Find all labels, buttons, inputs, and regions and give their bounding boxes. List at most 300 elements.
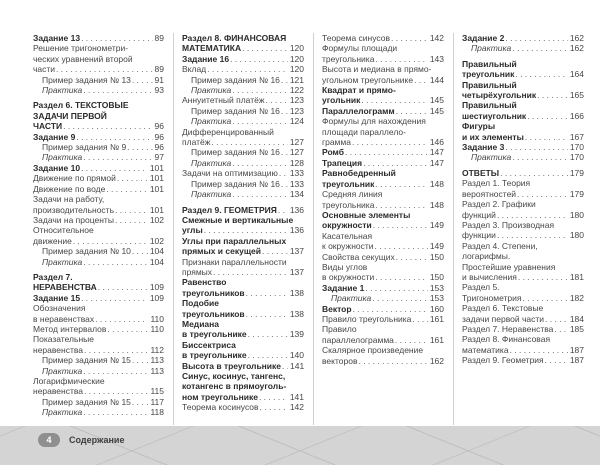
entry-page-number: 110 bbox=[150, 313, 164, 324]
dot-leader bbox=[278, 205, 288, 215]
toc-entry bbox=[33, 100, 164, 131]
entry-title: Параллелограмм bbox=[322, 105, 395, 116]
entry-page-number: 120 bbox=[289, 64, 304, 75]
entry-page-number: 153 bbox=[429, 293, 444, 304]
toc-entry bbox=[322, 304, 444, 314]
entry-title: Аннуитетный платёж bbox=[182, 95, 265, 106]
entry-page-number: 101 bbox=[149, 173, 164, 184]
entry-page-number: 137 bbox=[289, 246, 304, 257]
toc-entry bbox=[182, 236, 304, 257]
entry-title-line: Признаки параллельности bbox=[182, 256, 287, 267]
dot-leader bbox=[375, 54, 427, 64]
entry-title: Практика bbox=[42, 407, 83, 418]
entry-title-line: ЗАДАЧИ ПЕРВОЙ bbox=[33, 110, 107, 121]
toc-entry bbox=[322, 252, 444, 262]
entry-title-line: Медиана bbox=[182, 318, 220, 329]
entry-page-number: 181 bbox=[569, 271, 584, 282]
dot-leader bbox=[76, 132, 152, 142]
entry-title-line: Решение тригонометри- bbox=[33, 43, 129, 54]
entry-title: Пример задания № 10 bbox=[42, 246, 131, 257]
entry-page-number: 138 bbox=[289, 308, 304, 319]
entry-page-number: 148 bbox=[429, 178, 444, 189]
dot-leader bbox=[281, 147, 288, 157]
toc-entry bbox=[182, 361, 304, 371]
page-number-badge: 4 bbox=[38, 433, 60, 447]
entry-title-line: Раздел 6. ТЕКСТОВЫЕ bbox=[33, 100, 129, 111]
entry-page-number: 109 bbox=[149, 282, 164, 293]
entry-page-number: 166 bbox=[569, 110, 584, 121]
entry-title: треугольника bbox=[322, 53, 375, 64]
entry-title: Пример задания № 16 bbox=[191, 147, 280, 158]
dot-leader bbox=[84, 386, 148, 396]
toc-entry bbox=[322, 189, 444, 210]
entry-title: Задание 2 bbox=[462, 33, 505, 43]
entry-page-number: 89 bbox=[154, 33, 164, 43]
entry-page-number: 161 bbox=[429, 334, 444, 345]
entry-title: Теорема синусов bbox=[322, 33, 390, 43]
entry-title-line: Основные элементы bbox=[322, 209, 411, 220]
entry-title: четырёхугольник bbox=[462, 90, 537, 101]
dot-leader bbox=[232, 189, 288, 199]
toc-entry bbox=[322, 85, 444, 106]
toc-entry bbox=[33, 152, 164, 162]
dot-leader bbox=[259, 392, 288, 402]
entry-page-number: 142 bbox=[289, 402, 304, 413]
entry-page-number: 141 bbox=[290, 360, 305, 371]
footer-section-label: Содержание bbox=[69, 435, 125, 445]
entry-title: векторов bbox=[322, 355, 358, 366]
dot-leader bbox=[414, 75, 428, 85]
dot-leader bbox=[211, 137, 287, 147]
toc-entry bbox=[33, 324, 164, 334]
dot-leader bbox=[537, 90, 568, 100]
entry-title: вероятностей bbox=[462, 188, 517, 199]
entry-title: ЧАСТИ bbox=[33, 121, 63, 132]
dot-leader bbox=[98, 282, 148, 292]
entry-title: углы bbox=[182, 225, 203, 236]
entry-title: треугольник bbox=[322, 178, 375, 189]
entry-title: Практика bbox=[42, 256, 83, 267]
entry-page-number: 120 bbox=[289, 43, 304, 54]
entry-title: движение bbox=[33, 235, 72, 246]
entry-title: Пример задания № 16 bbox=[191, 178, 280, 189]
toc-entry bbox=[182, 54, 304, 64]
entry-title: прямых и секущей bbox=[182, 246, 261, 257]
entry-title: грамма bbox=[322, 137, 351, 148]
dot-leader bbox=[81, 163, 148, 173]
dot-leader bbox=[95, 314, 148, 324]
dot-leader bbox=[84, 345, 148, 355]
toc-entry bbox=[182, 168, 304, 178]
entry-title-line: Скалярное произведение bbox=[322, 345, 424, 356]
entry-page-number: 102 bbox=[149, 214, 164, 225]
dot-leader bbox=[115, 215, 148, 225]
entry-title: угольном треугольнике bbox=[322, 74, 414, 85]
dot-leader bbox=[248, 329, 288, 339]
entry-title: Ромб bbox=[322, 147, 344, 158]
entry-page-number: 139 bbox=[289, 329, 304, 340]
entry-title: Высота в треугольнике bbox=[182, 360, 282, 371]
toc-entry bbox=[182, 75, 304, 85]
dot-leader bbox=[525, 132, 568, 142]
dot-leader bbox=[545, 355, 568, 365]
toc-entry bbox=[182, 179, 304, 189]
toc-entry bbox=[322, 262, 444, 283]
toc-entry bbox=[322, 314, 444, 324]
entry-title: неравенства bbox=[33, 344, 84, 355]
dot-leader bbox=[500, 168, 568, 178]
entry-page-number: 179 bbox=[569, 188, 584, 199]
entry-title: к окружности bbox=[322, 241, 374, 252]
dot-leader bbox=[505, 142, 567, 152]
dot-leader bbox=[497, 210, 568, 220]
dot-leader bbox=[262, 246, 288, 256]
dot-leader bbox=[375, 179, 427, 189]
dot-leader bbox=[127, 142, 152, 152]
toc-entry bbox=[33, 257, 164, 267]
entry-title-line: Относительное bbox=[33, 225, 94, 236]
entry-title: Практика bbox=[191, 116, 232, 127]
toc-entry bbox=[322, 33, 444, 43]
entry-title: Задание 15 bbox=[33, 292, 81, 303]
entry-title: задачи первой части bbox=[462, 313, 545, 324]
dot-leader bbox=[523, 293, 568, 303]
dot-leader bbox=[83, 366, 148, 376]
entry-page-number: 104 bbox=[149, 256, 164, 267]
entry-title: треугольника bbox=[322, 199, 375, 210]
entry-title: Трапеция bbox=[322, 157, 363, 168]
entry-page-number: 89 bbox=[154, 64, 164, 75]
toc-entry bbox=[462, 100, 584, 121]
dot-leader bbox=[505, 33, 567, 43]
entry-title-line: Фигуры bbox=[462, 121, 496, 132]
dot-leader bbox=[518, 272, 568, 282]
entry-title: Практика bbox=[42, 365, 83, 376]
entry-page-number: 123 bbox=[289, 105, 304, 116]
toc-entry bbox=[182, 85, 304, 95]
entry-page-number: 162 bbox=[569, 43, 584, 54]
entry-title: Раздел 9. Геометрия bbox=[462, 355, 544, 366]
entry-title-line: Раздел 6. Текстовые bbox=[462, 303, 544, 314]
entry-page-number: 96 bbox=[154, 131, 164, 142]
toc-entry bbox=[33, 225, 164, 246]
toc-entry bbox=[322, 231, 444, 252]
dot-leader bbox=[248, 350, 288, 360]
toc-entry bbox=[182, 402, 304, 412]
entry-page-number: 170 bbox=[569, 142, 584, 153]
entry-page-number: 136 bbox=[289, 204, 304, 215]
dot-leader bbox=[497, 230, 568, 240]
dot-leader bbox=[81, 33, 152, 43]
dot-leader bbox=[260, 402, 288, 412]
entry-page-number: 138 bbox=[289, 287, 304, 298]
entry-page-number: 123 bbox=[289, 95, 304, 106]
entry-title-line: Виды углов bbox=[322, 261, 368, 272]
toc-entry bbox=[182, 106, 304, 116]
toc-entry bbox=[462, 142, 584, 152]
dot-leader bbox=[396, 106, 428, 116]
toc-entry bbox=[33, 184, 164, 194]
entry-title: Практика bbox=[331, 293, 372, 304]
toc-column-3 bbox=[313, 33, 453, 425]
entry-title: ном треугольнике bbox=[182, 391, 258, 402]
entry-title: Пример задания № 13 bbox=[42, 74, 131, 85]
entry-page-number: 133 bbox=[289, 178, 304, 189]
entry-title: окружности bbox=[322, 220, 372, 231]
footer-bar bbox=[0, 426, 600, 465]
toc-entry bbox=[33, 366, 164, 376]
entry-page-number: 101 bbox=[149, 204, 164, 215]
entry-title: Пример задания № 15 bbox=[42, 355, 131, 366]
toc-entry bbox=[182, 340, 304, 361]
dot-leader bbox=[281, 106, 288, 116]
entry-page-number: 161 bbox=[429, 313, 444, 324]
toc-entry bbox=[462, 282, 584, 303]
entry-title: Пример задания № 16 bbox=[191, 105, 280, 116]
toc-entry bbox=[322, 64, 444, 85]
entry-title-line: Дифференцированный bbox=[182, 126, 274, 137]
entry-page-number: 167 bbox=[569, 131, 584, 142]
entry-title-line: Правильный bbox=[462, 79, 517, 90]
entry-title-line: Задачи на работу, bbox=[33, 194, 105, 205]
entry-title: Пример задания № 15 bbox=[42, 396, 131, 407]
toc-entry bbox=[182, 298, 304, 319]
entry-title: Задачи на проценты bbox=[33, 214, 114, 225]
entry-title: Практика bbox=[42, 85, 83, 96]
toc-entry bbox=[182, 257, 304, 278]
entry-title-line: Раздел 3. Производная bbox=[462, 219, 555, 230]
entry-title: треугольник bbox=[462, 69, 515, 80]
entry-title: МАТЕМАТИКА bbox=[182, 43, 242, 54]
entry-title: Задание 10 bbox=[33, 162, 81, 173]
toc-entry bbox=[182, 205, 304, 215]
entry-page-number: 164 bbox=[569, 69, 584, 80]
entry-page-number: 180 bbox=[569, 209, 584, 220]
toc-entry bbox=[182, 189, 304, 199]
entry-title: Правило треугольника bbox=[322, 313, 412, 324]
dot-leader bbox=[73, 236, 148, 246]
entry-title: в окружности bbox=[322, 272, 375, 283]
dot-leader bbox=[83, 85, 152, 95]
toc-entry bbox=[33, 33, 164, 43]
toc-entry bbox=[33, 355, 164, 365]
entry-title: Движение по прямой bbox=[33, 173, 116, 184]
toc-entry bbox=[462, 59, 584, 80]
toc-entry bbox=[33, 142, 164, 152]
dot-leader bbox=[395, 335, 428, 345]
toc-entry bbox=[182, 371, 304, 402]
dot-leader bbox=[63, 121, 152, 131]
entry-title: функции bbox=[462, 230, 496, 241]
dot-leader bbox=[246, 288, 288, 298]
entry-page-number: 146 bbox=[429, 137, 444, 148]
dot-leader bbox=[545, 314, 568, 324]
toc-entry bbox=[33, 246, 164, 256]
dot-leader bbox=[242, 43, 288, 53]
toc-entry bbox=[33, 132, 164, 142]
dot-leader bbox=[554, 324, 567, 334]
entry-page-number: 150 bbox=[429, 272, 444, 283]
entry-page-number: 145 bbox=[429, 105, 444, 116]
entry-title-line: Формулы площади bbox=[322, 43, 398, 54]
dot-leader bbox=[515, 69, 567, 79]
entry-title: Пример задания № 16 bbox=[191, 74, 280, 85]
entry-title: Тригонометрия bbox=[462, 292, 522, 303]
entry-title-line: Равнобедренный bbox=[322, 168, 396, 179]
dot-leader bbox=[352, 137, 428, 147]
entry-page-number: 145 bbox=[429, 95, 444, 106]
entry-page-number: 187 bbox=[569, 355, 584, 366]
entry-title: Задание 16 bbox=[182, 53, 230, 64]
entry-title-line: Синус, косинус, тангенс, bbox=[182, 371, 286, 381]
toc-entry bbox=[182, 277, 304, 298]
entry-title-line: Раздел 4. Степени, bbox=[462, 240, 538, 251]
entry-page-number: 141 bbox=[289, 391, 304, 402]
entry-page-number: 162 bbox=[429, 355, 444, 366]
entry-title: неравенства bbox=[33, 386, 84, 397]
toc-entry bbox=[322, 168, 444, 189]
dot-leader bbox=[512, 152, 568, 162]
entry-title: производительность bbox=[33, 204, 114, 215]
dot-leader bbox=[132, 75, 153, 85]
dot-leader bbox=[232, 158, 288, 168]
entry-page-number: 97 bbox=[154, 152, 164, 163]
dot-leader bbox=[246, 309, 288, 319]
entry-page-number: 113 bbox=[150, 355, 164, 366]
entry-title: Практика bbox=[191, 189, 232, 200]
entry-title-line: ческих уравнений второй bbox=[33, 53, 133, 64]
toc-entry bbox=[182, 319, 304, 340]
entry-title: Теорема косинусов bbox=[182, 402, 259, 413]
entry-title-line: Раздел 7. bbox=[33, 271, 73, 282]
entry-title-line: Смежные и вертикальные bbox=[182, 214, 294, 225]
entry-page-number: 121 bbox=[289, 74, 304, 85]
toc-entry bbox=[462, 43, 584, 53]
entry-page-number: 134 bbox=[289, 189, 304, 200]
entry-page-number: 109 bbox=[149, 292, 164, 303]
dot-leader bbox=[353, 304, 428, 314]
dot-leader bbox=[527, 111, 568, 121]
entry-title-line: Равенство bbox=[182, 277, 227, 288]
toc-entry bbox=[33, 75, 164, 85]
entry-title: Практика bbox=[471, 152, 512, 163]
entry-title: прямых bbox=[182, 266, 213, 277]
dot-leader bbox=[115, 205, 148, 215]
entry-title: Задачи на оптимизацию bbox=[182, 168, 278, 179]
toc-entry bbox=[322, 43, 444, 64]
dot-leader bbox=[232, 116, 288, 126]
dot-leader bbox=[266, 95, 288, 105]
entry-page-number: 136 bbox=[289, 225, 304, 236]
entry-page-number: 91 bbox=[154, 74, 164, 85]
entry-page-number: 149 bbox=[429, 220, 444, 231]
toc-entry bbox=[462, 178, 584, 199]
toc-entry bbox=[322, 116, 444, 147]
entry-page-number: 120 bbox=[289, 53, 304, 64]
entry-title: треугольников bbox=[182, 287, 245, 298]
toc-entry bbox=[462, 355, 584, 365]
dot-leader bbox=[107, 324, 148, 334]
dot-leader bbox=[117, 173, 148, 183]
toc-column-1 bbox=[33, 33, 173, 425]
entry-page-number: 149 bbox=[429, 241, 444, 252]
toc-entry bbox=[182, 158, 304, 168]
toc-entry bbox=[182, 147, 304, 157]
dot-leader bbox=[56, 64, 152, 74]
entry-title: Метод интервалов bbox=[33, 323, 107, 334]
entry-title-line: Средняя линия bbox=[322, 189, 383, 200]
dot-leader bbox=[363, 158, 428, 168]
entry-page-number: 160 bbox=[429, 303, 444, 314]
entry-page-number: 147 bbox=[429, 157, 444, 168]
entry-title-line: Подобие bbox=[182, 298, 219, 309]
entry-page-number: 182 bbox=[569, 292, 584, 303]
dot-leader bbox=[81, 293, 148, 303]
entry-page-number: 144 bbox=[429, 74, 444, 85]
dot-leader bbox=[83, 257, 148, 267]
dot-leader bbox=[365, 283, 427, 293]
toc-entry bbox=[33, 303, 164, 324]
dot-leader bbox=[391, 33, 428, 43]
dot-leader bbox=[412, 314, 427, 324]
entry-title-line: Раздел 8. ФИНАНСОВАЯ bbox=[182, 33, 287, 43]
toc-entry bbox=[182, 215, 304, 236]
dot-leader bbox=[358, 356, 427, 366]
entry-title-line: логарифмы. bbox=[462, 251, 511, 262]
toc-entry bbox=[322, 283, 444, 293]
toc-entry bbox=[322, 106, 444, 116]
dot-leader bbox=[213, 267, 288, 277]
dot-leader bbox=[510, 345, 568, 355]
entry-title: Вклад bbox=[182, 64, 207, 75]
dot-leader bbox=[396, 252, 428, 262]
entry-page-number: 137 bbox=[289, 266, 304, 277]
toc-entry bbox=[462, 33, 584, 43]
entry-page-number: 96 bbox=[154, 142, 164, 153]
toc-entry bbox=[462, 334, 584, 355]
toc-entry bbox=[462, 220, 584, 241]
toc-entry bbox=[182, 33, 304, 54]
entry-page-number: 148 bbox=[429, 199, 444, 210]
toc-columns bbox=[33, 33, 593, 425]
entry-title-line: Правило bbox=[322, 324, 357, 335]
entry-title-line: котангенс в прямоуголь- bbox=[182, 381, 287, 392]
entry-page-number: 117 bbox=[150, 396, 164, 407]
entry-title-line: площади параллело- bbox=[322, 126, 406, 137]
entry-page-number: 101 bbox=[149, 183, 164, 194]
toc-entry bbox=[462, 80, 584, 101]
toc-entry bbox=[182, 95, 304, 105]
toc-entry bbox=[33, 334, 164, 355]
entry-title: угольник bbox=[322, 95, 361, 106]
dot-leader bbox=[132, 397, 149, 407]
entry-page-number: 165 bbox=[569, 90, 584, 101]
entry-title-line: Касательная bbox=[322, 230, 373, 241]
entry-title: НЕРАВЕНСТВА bbox=[33, 282, 97, 293]
entry-page-number: 180 bbox=[569, 230, 584, 241]
toc-entry bbox=[33, 163, 164, 173]
entry-title-line: Простейшие уравнения bbox=[462, 261, 556, 272]
toc-entry bbox=[33, 173, 164, 183]
entry-title: Движение по воде bbox=[33, 183, 106, 194]
entry-title: ОТВЕТЫ bbox=[462, 167, 500, 178]
toc-column-4 bbox=[453, 33, 593, 425]
entry-page-number: 162 bbox=[569, 33, 584, 43]
entry-title: Задание 3 bbox=[462, 142, 505, 153]
entry-title-line: Раздел 1. Теория bbox=[462, 178, 531, 189]
entry-page-number: 140 bbox=[289, 350, 304, 361]
entry-title: Свойства секущих bbox=[322, 251, 395, 262]
